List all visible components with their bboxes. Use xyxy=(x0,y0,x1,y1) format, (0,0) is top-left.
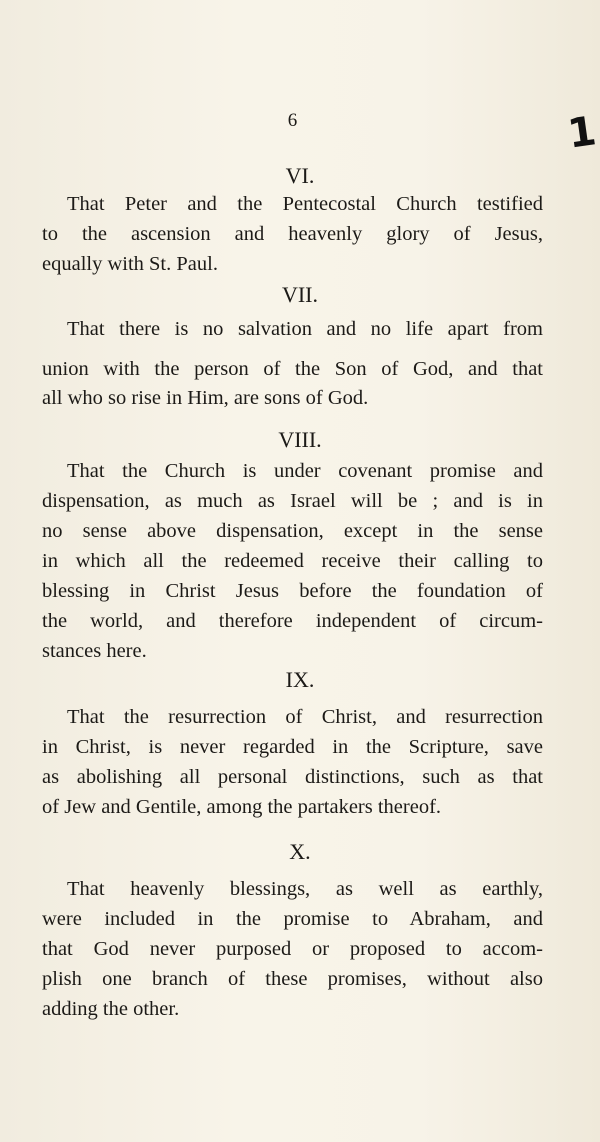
text-line: That the resurrection of Christ, and resurrection xyxy=(67,706,543,728)
text-line: no sense above dispensation, except in the sense xyxy=(42,520,543,542)
section-heading: X. xyxy=(289,839,311,864)
text-line: That Peter and the Pentecostal Church testified xyxy=(67,193,543,215)
section-heading: VI. xyxy=(285,163,315,188)
text-line: were included in the promise to Abraham, and xyxy=(42,908,543,930)
handwritten-mark: 1 xyxy=(564,108,599,158)
text-line: plish one branch of these promises, without also xyxy=(42,968,543,990)
text-line: of Jew and Gentile, among the partakers thereof. xyxy=(42,796,442,818)
text-line: to the ascension and heavenly glory of Jesus, xyxy=(42,223,543,245)
section-heading: IX. xyxy=(285,667,315,692)
text-line: adding the other. xyxy=(42,998,180,1020)
text-line: That there is no salvation and no life apart from xyxy=(67,318,543,340)
text-line: equally with St. Paul. xyxy=(42,253,218,275)
section-heading: VII. xyxy=(281,282,319,307)
text-line: union with the person of the Son of God, and that xyxy=(42,358,543,380)
text-line: That the Church is under covenant promise and xyxy=(67,460,543,482)
section-heading: VIII. xyxy=(278,427,322,452)
text-line: in Christ, is never regarded in the Scripture, save xyxy=(42,736,543,758)
text-line: that God never purposed or proposed to accom- xyxy=(42,938,543,960)
text-line: as abolishing all personal distinctions, such as that xyxy=(42,766,543,788)
text-line: blessing in Christ Jesus before the foundation of xyxy=(42,580,543,602)
text-line: all who so rise in Him, are sons of God. xyxy=(42,387,369,409)
text-line: in which all the redeemed receive their calling to xyxy=(42,550,543,572)
text-line: That heavenly blessings, as well as earthly, xyxy=(67,878,543,900)
text-line: the world, and therefore independent of circum- xyxy=(42,610,543,632)
page-number: 6 xyxy=(287,110,298,131)
text-line: stances here. xyxy=(42,640,147,662)
text-line: dispensation, as much as Israel will be ; and is in xyxy=(42,490,543,512)
